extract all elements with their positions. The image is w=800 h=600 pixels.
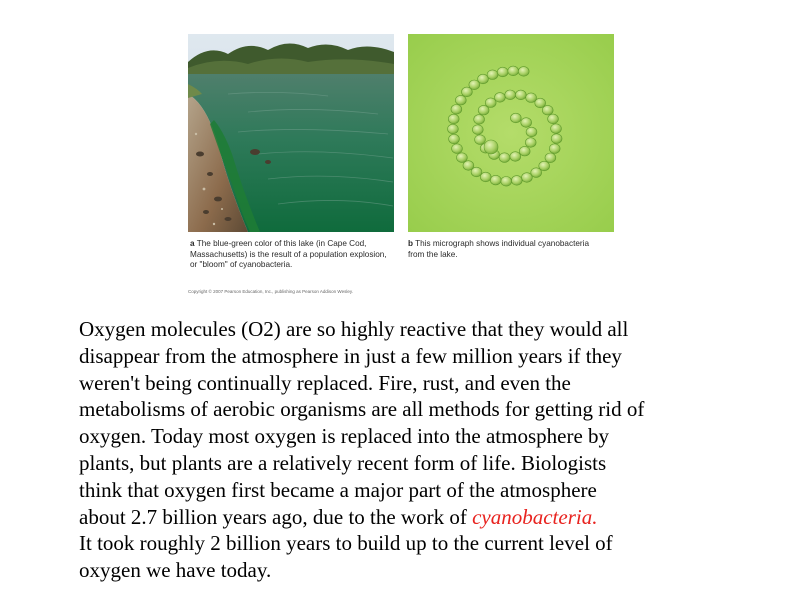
cell — [508, 66, 519, 76]
cell — [545, 153, 556, 163]
paragraph-line: disappear from the atmosphere in just a few million years if they — [79, 343, 622, 368]
cell — [455, 95, 466, 105]
cell — [510, 113, 521, 123]
paragraph-line: plants, but plants are a relatively recent form of life. Biologists — [79, 450, 607, 475]
caption-b — [408, 239, 604, 260]
cell — [526, 93, 537, 103]
cell — [485, 98, 496, 108]
cell — [501, 177, 512, 187]
cell — [551, 134, 562, 144]
cell — [474, 115, 485, 125]
lake-photo — [188, 34, 394, 232]
cell — [472, 125, 483, 135]
paragraph-line: oxygen. Today most oxygen is replaced into the atmosphere by — [79, 424, 610, 449]
cell — [463, 161, 474, 171]
cell — [480, 172, 491, 182]
copyright-notice: Copyright © 2007 Pearson Education, Inc., publishing as Pearson Addison Wesley. — [188, 289, 353, 294]
paragraph-line — [79, 504, 779, 531]
figure — [188, 34, 614, 302]
caption-b-text: This micrograph shows individual cyanobacteria from the lake. — [408, 239, 589, 259]
cell — [499, 153, 510, 163]
caption-a — [190, 239, 394, 271]
cell — [531, 168, 542, 178]
cyanobacteria-highlight: cyanobacteria. — [472, 504, 598, 529]
cell — [542, 105, 553, 115]
caption-a-letter: a — [190, 239, 195, 248]
cell — [490, 175, 501, 185]
cell — [526, 127, 537, 137]
paragraph-line: metabolisms of aerobic organisms are all methods for getting rid of — [79, 397, 645, 422]
cell — [484, 140, 498, 154]
cell — [522, 173, 533, 183]
cell — [525, 138, 536, 148]
paragraph-text: about 2.7 billion years ago, due to the work of — [79, 504, 473, 529]
cell — [515, 90, 526, 100]
caption-a-text: The blue-green color of this lake (in Cape Cod, Massachusetts) is the result of a population explosion, or "bloom" of cyanobacteria. — [190, 239, 387, 269]
cell — [521, 118, 532, 128]
paragraph-line: It took roughly 2 billion years to build up to the current level of — [79, 531, 613, 556]
cell — [478, 74, 489, 84]
cell — [511, 176, 522, 186]
cell — [549, 144, 560, 154]
cell — [519, 146, 530, 156]
cell — [451, 105, 462, 115]
cell — [518, 67, 529, 77]
cell — [449, 134, 460, 144]
micrograph-photo — [408, 34, 614, 232]
cell — [497, 67, 508, 77]
caption-b-letter: b — [408, 239, 414, 248]
cell — [475, 135, 486, 145]
cell — [457, 153, 468, 163]
cell — [551, 124, 562, 134]
cell — [505, 90, 516, 100]
cell — [495, 93, 506, 103]
cell — [452, 144, 463, 154]
paragraph-line: oxygen we have today. — [79, 558, 272, 583]
paragraph-line: think that oxygen first became a major part of the atmosphere — [79, 477, 597, 502]
paragraph-line: Oxygen molecules (O2) are so highly reactive that they would all — [79, 317, 629, 341]
cell — [487, 70, 498, 80]
cell — [510, 152, 521, 162]
body-paragraph — [79, 316, 779, 584]
cell — [448, 124, 459, 134]
cell — [448, 114, 459, 124]
cell — [548, 114, 559, 124]
paragraph-line: weren't being continually replaced. Fire, rust, and even the — [79, 370, 571, 395]
